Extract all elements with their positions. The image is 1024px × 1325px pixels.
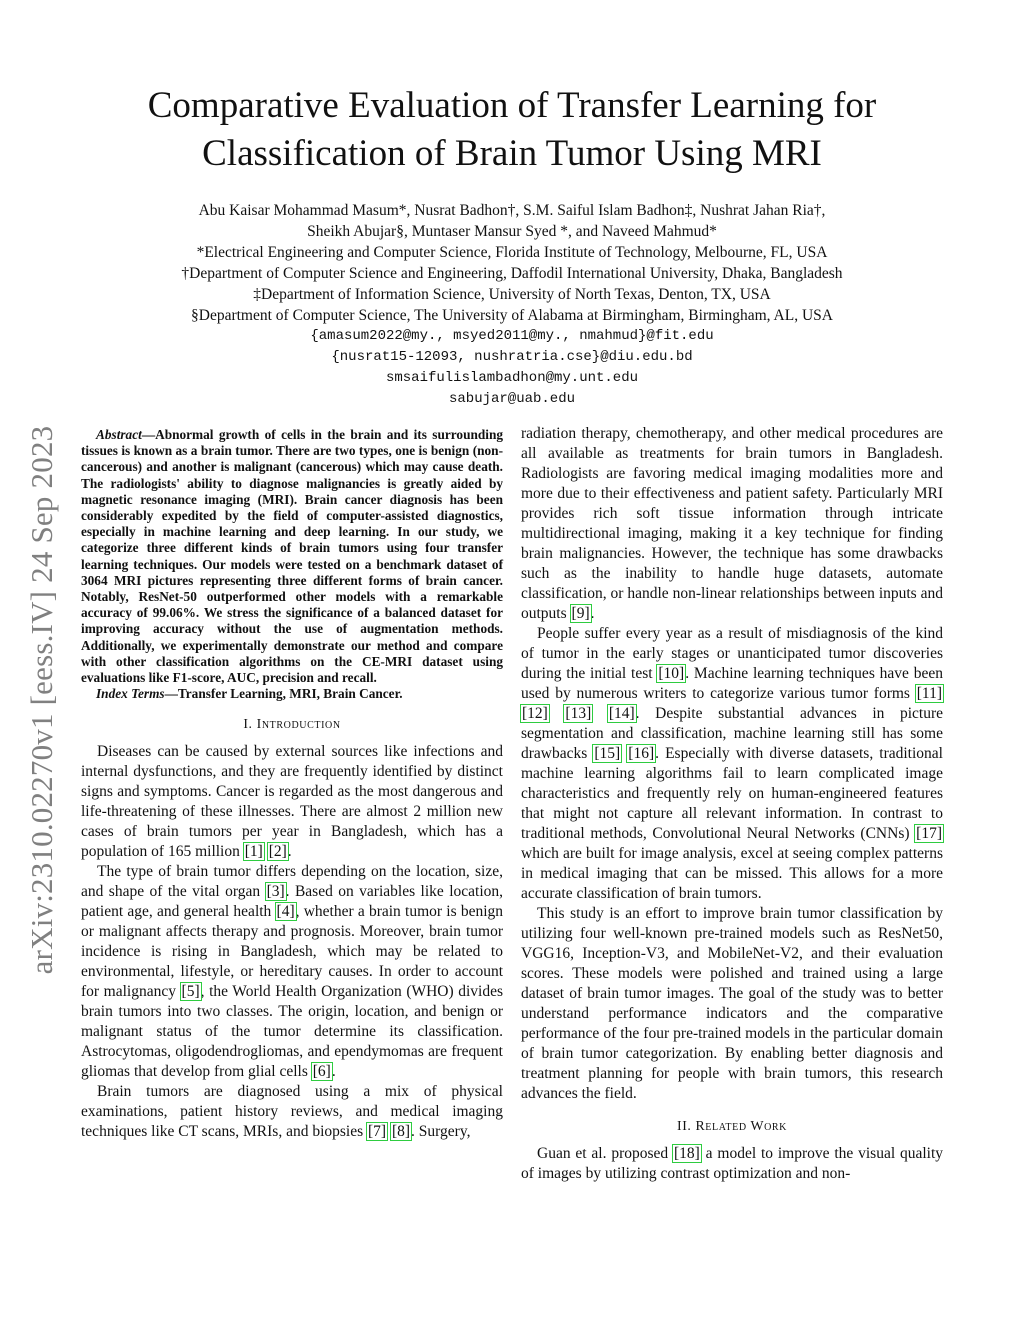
related-p1-text-a: Guan et al. proposed bbox=[537, 1145, 669, 1162]
intro-p4-text-e: which are built for image analysis, excel at seeing complex patterns in medical imaging that can be missed. This allows for a more accurate classification of brain tumors. bbox=[521, 845, 943, 902]
intro-p2-text-b: . Based on variables like location, patient age, and general health bbox=[81, 883, 503, 921]
citation-link[interactable]: [16] bbox=[628, 745, 655, 762]
intro-p3-continued-text: radiation therapy, chemotherapy, and other medical procedures are all available as treatments for brain tumors in Bangladesh. Radiologists are favoring medical imaging modalities more and more due to their effectiveness and patient safety. Particularly MRI provides rich soft tissue information through intricate multidirectional imaging, making it a key technique for finding brain malignancies. However, the technique has some drawbacks such as the inability to handle huge datasets, automate classification, or handle non-linear relationships between inputs and outputs bbox=[521, 425, 943, 622]
right-column bbox=[521, 424, 943, 1184]
intro-p2-text-a: The type of brain tumor differs depending on the location, size, and shape of the vital organ bbox=[81, 863, 503, 901]
arxiv-identifier-stamp: arXiv:2310.02270v1 [eess.IV] 24 Sep 2023 bbox=[24, 425, 59, 975]
section-heading-related-work: II. Related Work bbox=[677, 1118, 787, 1133]
citation-link[interactable]: [4] bbox=[276, 903, 295, 921]
citation-link[interactable]: [15] bbox=[594, 745, 621, 762]
related-p1-text-b: a model to improve the visual quality of images by utilizing contrast optimization and non- bbox=[521, 1145, 944, 1182]
affiliation-4: §Department of Computer Science, The University of Alabama at Birmingham, Birmingham, AL, USA bbox=[191, 307, 833, 324]
email-line-2: {nusrat15-12093, nushratria.cse}@diu.edu.bd bbox=[331, 349, 693, 365]
intro-paragraph-5: This study is an effort to improve brain tumor classification by utilizing four well-known pre-trained models such as ResNet50, VGG16, Inception-V3, and MobileNet-V2, and their evaluation scores. These models were polished and trained using a large dataset of brain tumor images. The goal of the study was to better understand performance indicators and the comparative performance of the four pre-trained models in the particular domain of brain tumor categorization. By enabling better diagnosis and treatment planning for people with brain tumors, this research advances the field. bbox=[521, 905, 943, 1102]
index-terms-label: Index Terms bbox=[96, 686, 165, 702]
author-line-1: Abu Kaisar Mohammad Masum*, Nusrat Badhon†, S.M. Saiful Islam Badhon‡, Nushrat Jahan Ria†, bbox=[198, 202, 826, 219]
email-line-1: {amasum2022@my., msyed2011@my., nmahmud}@fit.edu bbox=[310, 328, 714, 344]
intro-p4-text-a: People suffer every year as a result of misdiagnosis of the kind of tumor in the early stages or unanticipated tumor discoveries during the initial test bbox=[521, 625, 943, 682]
intro-p3-text-b: . Surgery, bbox=[411, 1123, 471, 1141]
index-terms-text: —Transfer Learning, MRI, Brain Cancer. bbox=[164, 686, 403, 702]
email-line-4: sabujar@uab.edu bbox=[448, 391, 576, 407]
citation-link[interactable]: [1] bbox=[244, 843, 263, 861]
citation-link[interactable]: [3] bbox=[266, 883, 285, 901]
affiliation-1: *Electrical Engineering and Computer Science, Florida Institute of Technology, Melbourne, FL, USA bbox=[196, 244, 828, 261]
abstract-text: —Abnormal growth of cells in the brain and its surrounding tissues is known as a brain tumor. There are two types, one is benign (non-cancerous) and another is malignant (cancerous) which may cause death. The radiologists' ability to diagnose malignancies is greatly aided by magnetic resonance imaging (MRI). Brain cancer diagnosis has been considerably expedited by the field of computer-assisted diagnostics, especially in machine learning and deep learning. In our study, we categorize three different kinds of brain tumors using four transfer learning techniques. Our models were tested on a benchmark dataset of 3064 MRI pictures representing three different forms of brain cancer. Notably, ResNet-50 outperformed other models with a remarkable accuracy of 99.06%. We stress the significance of a balanced dataset for improving accuracy without the use of augmentation methods. Additionally, we experimentally demonstrate our method and compare with other classification algorithms on the CE-MRI dataset using evaluations like F1-score, AUC, precision and recall. bbox=[81, 427, 503, 686]
citation-link[interactable]: [9] bbox=[571, 605, 590, 622]
intro-p2-text-c: , whether a brain tumor is benign or malignant affects therapy and prognosis. Moreover, brain tumor incidence is rising in Bangladesh, which may be related to environmental, lifestyle, or hereditary causes. In order to account for malignancy bbox=[81, 903, 504, 1001]
intro-paragraph-1: Diseases can be caused by external sources like infections and internal dysfunctions, and they are frequently identified by distinct signs and symptoms. Cancer is regarded as the most dangerous and life-threatening of these illnesses. There are almost 2 million new cases of brain tumors per year in Bangladesh, which has a population of 165 million [1] [2]. bbox=[81, 743, 503, 861]
intro-paragraph-3-continued: radiation therapy, chemotherapy, and other medical procedures are all available as treatments for brain tumors in Bangladesh. Radiologists are favoring medical imaging modalities more and more due to their effectiveness and patient safety. Particularly MRI provides rich soft tissue information through intricate multidirectional imaging, making it a key technique for finding brain malignancies. However, the technique has some drawbacks such as the inability to handle huge datasets, automate classification, or handle non-linear relationships between inputs and outputs [9]. bbox=[521, 425, 943, 622]
affiliation-2: †Department of Computer Science and Engineering, Daffodil International University, Dhaka, Bangladesh bbox=[181, 265, 843, 282]
citation-link[interactable]: [11] bbox=[916, 685, 942, 702]
citation-link[interactable]: [12] bbox=[522, 705, 548, 722]
intro-p3-text-a: Brain tumors are diagnosed using a mix of physical examinations, patient history reviews, and medical imaging techniques like CT scans, MRIs, and biopsies bbox=[81, 1083, 503, 1141]
email-line-3: smsaifulislambadhon@my.unt.edu bbox=[385, 370, 639, 386]
intro-p4-text-c: . Despite substantial advances in picture segmentation and classification, machine learning still has some drawbacks bbox=[521, 705, 944, 762]
intro-p1-text: Diseases can be caused by external sources like infections and internal dysfunctions, and they are frequently identified by distinct signs and symptoms. Cancer is regarded as the most dangerous and life-threatening of these illnesses. There are almost 2 million new cases of brain tumors per year in Bangladesh, which has a population of 165 million bbox=[81, 743, 503, 861]
related-work-paragraph-1 bbox=[521, 1144, 943, 1184]
abstract-label: Abstract bbox=[96, 427, 142, 442]
citation-link[interactable]: [17] bbox=[916, 825, 942, 842]
index-terms bbox=[81, 686, 503, 702]
paper-title bbox=[60, 82, 964, 178]
intro-paragraph-2: The type of brain tumor differs depending on the location, size, and shape of the vital organ [3]. Based on variables like location, patient age, and general health [4], whether a brain tumor is benign or malignant affects therapy and prognosis. Moreover, brain tumor incidence is rising in Bangladesh, which may be related to environmental, lifestyle, or hereditary causes. In order to account for malignancy [5], the World Health Organization (WHO) divides brain tumors into two classes. The origin, location, and benign or malignant status of the tumor determine its classification. Astrocytomas, oligodendrogliomas, and ependymomas are frequent gliomas that develop from glial cells [6]. bbox=[81, 863, 504, 1081]
author-line-2: Sheikh Abujar§, Muntaser Mansur Syed *, and Naveed Mahmud* bbox=[307, 223, 717, 240]
intro-paragraph-3 bbox=[81, 1082, 503, 1142]
citation-link[interactable]: [18] bbox=[674, 1145, 700, 1162]
section-heading-introduction: I. Introduction bbox=[243, 716, 341, 732]
title-line-2: Classification of Brain Tumor Using MRI bbox=[202, 133, 822, 174]
intro-p2-text-d: , the World Health Organization (WHO) divides brain tumors into two classes. The origin, location, and benign or malignant status of the tumor determine its classification. Astrocytomas, oligodendrogliomas, and ependymomas are frequent gliomas that develop from glial cells bbox=[81, 983, 504, 1081]
citation-link[interactable]: [2] bbox=[268, 843, 287, 861]
author-block bbox=[80, 200, 944, 410]
citation-link[interactable]: [14] bbox=[608, 705, 635, 722]
intro-paragraph-4 bbox=[521, 624, 943, 904]
abstract bbox=[81, 427, 503, 686]
affiliation-3: ‡Department of Information Science, University of North Texas, Denton, TX, USA bbox=[253, 286, 771, 303]
citation-link[interactable]: [13] bbox=[565, 705, 592, 722]
citation-link[interactable]: [6] bbox=[312, 1063, 331, 1081]
citation-link[interactable]: [5] bbox=[181, 983, 200, 1001]
citation-link[interactable]: [7] bbox=[368, 1123, 387, 1141]
citation-link[interactable]: [10] bbox=[658, 665, 685, 682]
left-column bbox=[81, 424, 503, 1142]
intro-p4-text-b: . Machine learning techniques have been used by numerous writers to categorize various tumor forms bbox=[521, 665, 944, 702]
title-line-1: Comparative Evaluation of Transfer Learning for bbox=[147, 85, 877, 126]
intro-p4-text-d: . Especially with diverse datasets, traditional machine learning algorithms fail to learn complicated image characteristics and frequently rely on human-engineered features that might not capture all relevant information. In contrast to traditional methods, Convolutional Neural Networks (CNNs) bbox=[521, 745, 943, 842]
citation-link[interactable]: [8] bbox=[391, 1123, 411, 1141]
